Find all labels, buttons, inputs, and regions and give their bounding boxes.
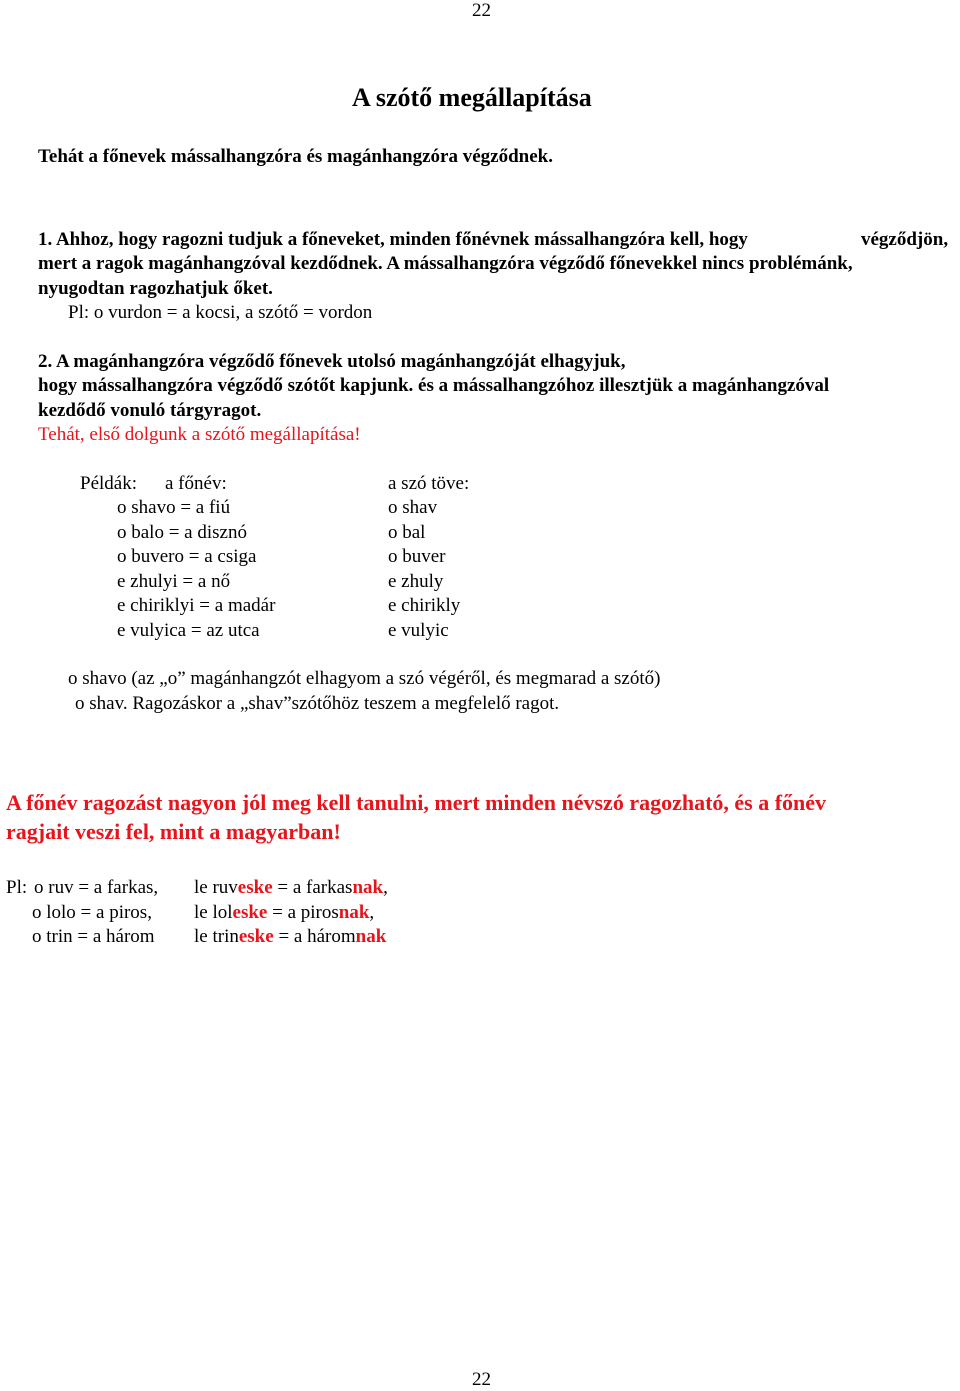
example-noun: o shavo = a fiú xyxy=(117,497,231,518)
declension-stem: le ruv xyxy=(194,877,238,898)
example-noun: e chiriklyi = a madár xyxy=(117,595,276,616)
section-1-line-1b: végződjön, xyxy=(861,229,949,250)
declension-right xyxy=(194,926,386,948)
declension-right xyxy=(194,902,374,924)
explanation-line-2: o shav. Ragozáskor a „shav”szótőhöz teszem a megfelelő ragot. xyxy=(75,693,560,714)
section-1-line-2: mert a ragok magánhangzóval kezdődnek. A mássalhangzóra végződő főnevekkel nincs problémánk, xyxy=(38,253,853,274)
page-number-top: 22 xyxy=(472,0,491,21)
intro-text: Tehát a főnevek mássalhangzóra és magánhangzóra végződnek. xyxy=(38,146,553,167)
example-stem: o buver xyxy=(388,546,446,567)
examples-col2-header: a szó töve: xyxy=(388,473,470,494)
declension-left: o lolo = a piros, xyxy=(32,902,152,923)
declension-mid: = a piros xyxy=(267,902,339,923)
example-stem: e vulyic xyxy=(388,620,449,641)
declension-ending: eske xyxy=(232,902,268,923)
page-number-bottom: 22 xyxy=(472,1369,491,1390)
examples-label: Példák: xyxy=(80,473,137,494)
declension-stem: le lol xyxy=(194,902,233,923)
section-2-line-2: hogy mássalhangzóra végződő szótőt kapjunk. és a mássalhangzóhoz illesztjük a magánhangzóval xyxy=(38,375,830,396)
declension-tail: , xyxy=(383,877,388,898)
emphasis-line-1: A főnév ragozást nagyon jól meg kell tanulni, mert minden névszó ragozható, és a főnév xyxy=(6,790,827,815)
example-stem: e zhuly xyxy=(388,571,444,592)
declension-stem: le trin xyxy=(194,926,239,947)
example-noun: o balo = a disznó xyxy=(117,522,247,543)
page-title: A szótő megállapítása xyxy=(352,83,592,112)
section-1-line-1a: 1. Ahhoz, hogy ragozni tudjuk a főneveket, minden főnévnek mássalhangzóra kell, hogy xyxy=(38,229,748,250)
declension-ending: nak xyxy=(338,902,370,923)
declension-mid: = a három xyxy=(273,926,356,947)
emphasis-line-2: ragjait veszi fel, mint a magyarban! xyxy=(6,819,341,844)
example-noun: o buvero = a csiga xyxy=(117,546,257,567)
declension-left: o ruv = a farkas, xyxy=(34,877,159,898)
example-stem: o bal xyxy=(388,522,426,543)
example-stem: o shav xyxy=(388,497,438,518)
declension-right xyxy=(194,877,388,899)
explanation-line-1: o shavo (az „o” magánhangzót elhagyom a szó végéről, és megmarad a szótő) xyxy=(68,668,661,689)
examples-col1-header: a főnév: xyxy=(165,473,227,494)
declension-mid: = a farkas xyxy=(272,877,353,898)
declension-prefix: Pl: xyxy=(6,877,28,898)
example-noun: e vulyica = az utca xyxy=(117,620,260,641)
declension-ending: nak xyxy=(352,877,384,898)
declension-ending: eske xyxy=(238,926,274,947)
declension-tail: , xyxy=(369,902,375,923)
declension-left: o trin = a három xyxy=(32,926,155,947)
section-2-line-1: 2. A magánhangzóra végződő főnevek utolsó magánhangzóját elhagyjuk, xyxy=(38,351,626,372)
declension-ending: nak xyxy=(355,926,387,947)
example-noun: e zhulyi = a nő xyxy=(117,571,231,592)
section-2-line-3: kezdődő vonuló tárgyragot. xyxy=(38,400,262,421)
section-1-line-3: nyugodtan ragozhatjuk őket. xyxy=(38,278,273,299)
section-1-example: Pl: o vurdon = a kocsi, a szótő = vordon xyxy=(68,302,373,323)
example-stem: e chirikly xyxy=(388,595,461,616)
section-2-note: Tehát, első dolgunk a szótő megállapítása! xyxy=(38,424,361,445)
declension-ending: eske xyxy=(237,877,273,898)
